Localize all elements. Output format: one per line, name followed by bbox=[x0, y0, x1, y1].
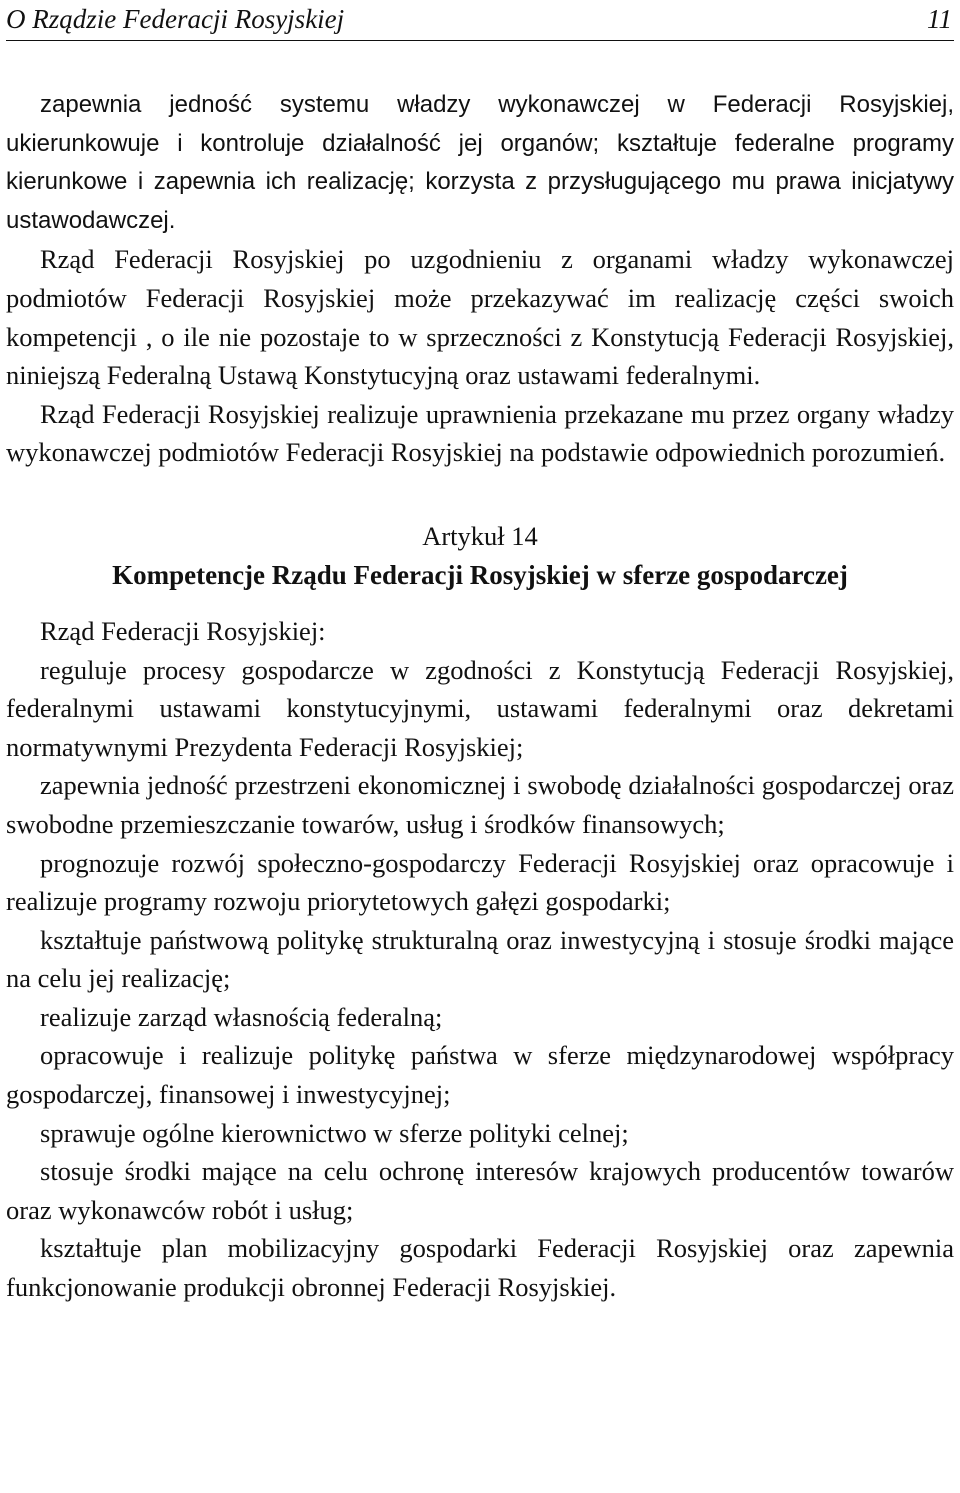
article-number: Artykuł 14 bbox=[422, 520, 538, 551]
paragraph-item-3: prognozuje rozwój społeczno-gospodarczy Federacji Rosyjskiej oraz opracowuje i realizuje programy rozwoju priorytetowych gałęzi gospodarki; bbox=[6, 847, 954, 917]
page-number: 11 bbox=[927, 4, 952, 34]
paragraph-item-6: opracowuje i realizuje politykę państwa w sferze międzynarodowej współpracy gospodarczej, finansowej i inwestycyjnej; bbox=[6, 1040, 954, 1110]
article-title: Kompetencje Rządu Federacji Rosyjskiej w sferze gospodarczej bbox=[112, 559, 848, 590]
paragraph-item-1: reguluje procesy gospodarcze w zgodności z Konstytucją Federacji Rosyjskiej, federalnymi ustawami konstytucyjnymi, ustawami federalnymi oraz dekretami normatywnymi Prezydenta Federacji Rosyjskiej; bbox=[6, 654, 954, 762]
page-header bbox=[6, 0, 954, 41]
paragraph-delegation: Rząd Federacji Rosyjskiej po uzgodnieniu z organami władzy wykonawczej podmiotów Federacji Rosyjskiej może przekazywać im realizację części swoich kompetencji , o ile nie pozostaje to w sprzeczności z Konstytucją Federacji Rosyjskiej, niniejszą Federalną Ustawą Konstytucyjną oraz ustawami federalnymi. bbox=[6, 244, 954, 391]
paragraph-item-9: kształtuje plan mobilizacyjny gospodarki Federacji Rosyjskiej oraz zapewnia funkcjonowanie produkcji obronnej Federacji Rosyjskiej. bbox=[6, 1233, 954, 1303]
paragraph-item-7: sprawuje ogólne kierownictwo w sferze polityki celnej; bbox=[40, 1117, 629, 1148]
paragraph-delegated-powers: Rząd Federacji Rosyjskiej realizuje uprawnienia przekazane mu przez organy władzy wykonawczej podmiotów Federacji Rosyjskiej na podstawie odpowiednich porozumień. bbox=[6, 398, 954, 468]
article-heading bbox=[6, 516, 954, 594]
paragraph-intro: Rząd Federacji Rosyjskiej: bbox=[40, 615, 326, 646]
paragraph-item-5: realizuje zarząd własnością federalną; bbox=[40, 1001, 443, 1032]
paragraph-item-8: stosuje środki mające na celu ochronę interesów krajowych producentów towarów oraz wykonawców robót i usług; bbox=[6, 1156, 954, 1225]
running-title: O Rządzie Federacji Rosyjskiej bbox=[6, 4, 345, 34]
page-content bbox=[6, 86, 954, 1307]
paragraph-government-unity: zapewnia jedność systemu władzy wykonawczej w Federacji Rosyjskiej, ukierunkowuje i kontroluje działalność jej organów; kształtuje federalne programy kierunkowe i zapewnia ich realizację; korzysta z przysługującego mu prawa inicjatywy ustawodawczej. bbox=[6, 91, 954, 234]
paragraph-item-4: kształtuje państwową politykę strukturalną oraz inwestycyjną i stosuje środki mające na celu jej realizację; bbox=[6, 924, 954, 994]
paragraph-item-2: zapewnia jedność przestrzeni ekonomicznej i swobodę działalności gospodarczej oraz swobodne przemieszczanie towarów, usług i środków finansowych; bbox=[6, 770, 954, 839]
